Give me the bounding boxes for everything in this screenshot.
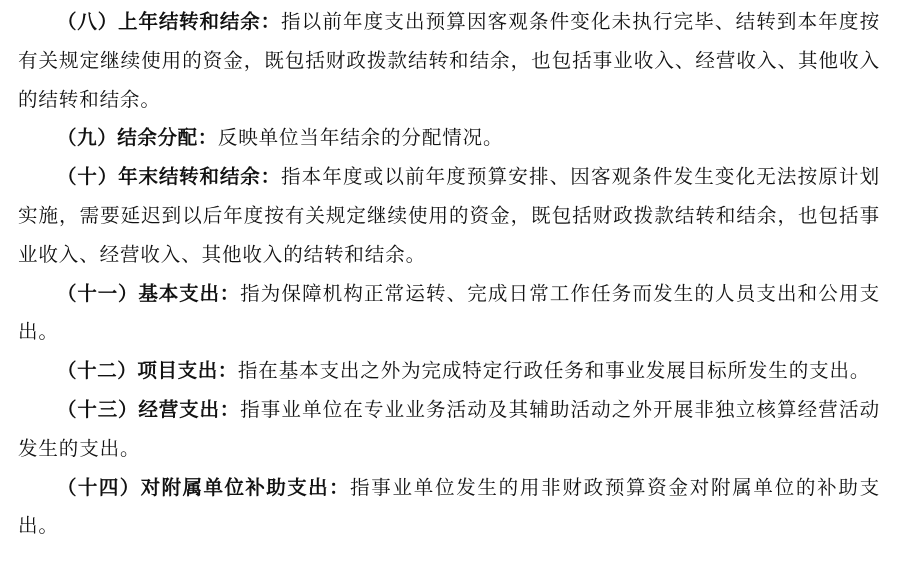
definition-term: （十四）对附属单位补助支出： bbox=[57, 475, 351, 499]
definition-term: （十一）基本支出： bbox=[57, 281, 241, 305]
definition-text: 指以前年度支出预算因客观条件变化未执行完毕、结转到本年度按有关规定继续使用的资金，既包括财政拨款结转和结余，也包括事业收入、经营收入、其他收入的结转和结余。 bbox=[18, 10, 880, 111]
definition-paragraph-10 bbox=[18, 158, 880, 274]
definition-text: 反映单位当年结余的分配情况。 bbox=[217, 126, 504, 150]
definition-term: （十三）经营支出： bbox=[57, 397, 241, 421]
definition-text: 指为保障机构正常运转、完成日常工作任务而发生的人员支出和公用支出。 bbox=[18, 281, 880, 344]
definition-paragraph-12 bbox=[18, 352, 880, 391]
definition-text: 指事业单位在专业业务活动及其辅助活动之外开展非独立核算经营活动发生的支出。 bbox=[18, 397, 880, 460]
definition-term: （九）结余分配： bbox=[57, 126, 218, 150]
definition-term: （八）上年结转和结余： bbox=[57, 10, 281, 33]
definition-term: （十）年末结转和结余： bbox=[57, 165, 281, 189]
definition-paragraph-8 bbox=[18, 3, 880, 119]
definition-text: 指在基本支出之外为完成特定行政任务和事业发展目标所发生的支出。 bbox=[237, 359, 871, 383]
definition-paragraph-11 bbox=[18, 275, 880, 353]
definition-paragraph-13 bbox=[18, 391, 880, 469]
definition-paragraph-14 bbox=[18, 469, 880, 547]
definition-term: （十二）项目支出： bbox=[57, 359, 238, 383]
definition-text: 指事业单位发生的用非财政预算资金对附属单位的补助支出。 bbox=[18, 475, 880, 538]
definition-paragraph-9 bbox=[18, 119, 880, 158]
definition-text: 指本年度或以前年度预算安排、因客观条件发生变化无法按原计划实施，需要延迟到以后年度按有关规定继续使用的资金，既包括财政拨款结转和结余，也包括事业收入、经营收入、其他收入的结转和结余。 bbox=[18, 165, 880, 266]
